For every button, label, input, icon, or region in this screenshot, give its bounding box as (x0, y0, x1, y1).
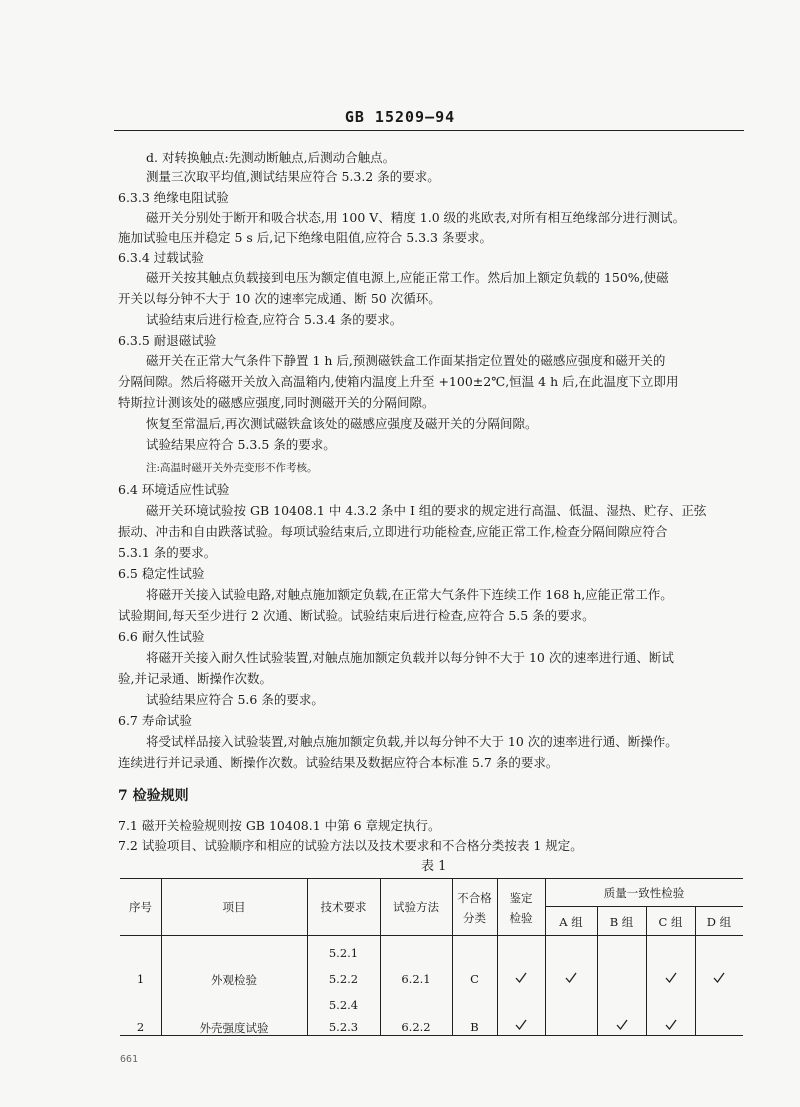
row1-tech-req: 5.2.4 (328, 998, 359, 1012)
table-caption: 表 1 (421, 859, 447, 874)
text-line: 连续进行并记录通、断操作次数。试验结果及数据应符合本标准 5.7 条的要求。 (118, 755, 559, 770)
text-line: 恢复至常温后,再次测试磁铁盒该处的磁感应强度及磁开关的分隔间隙。 (146, 416, 538, 431)
row2-nonconf: B (470, 1020, 479, 1034)
row2-item: 外壳强度试验 (199, 1021, 269, 1035)
text-line: 试验结果应符合 5.6 条的要求。 (146, 692, 324, 707)
section-heading: 6.3.3 绝缘电阻试验 (118, 190, 229, 205)
table-rule (120, 935, 743, 936)
text-line: 开关以每分钟不大于 10 次的速率完成通、断 50 次循环。 (118, 291, 441, 306)
section-heading: 6.3.4 过载试验 (118, 250, 204, 265)
text-line: 5.3.1 条的要求。 (118, 545, 217, 560)
text-line: 特斯拉计测该处的磁感应强度,同时测磁开关的分隔间隙。 (118, 395, 435, 410)
text-line: 将磁开关接入耐久性试验装置,对触点施加额定负载并以每分钟不大于 10 次的速率进行通、断试 (146, 650, 674, 665)
row1-group-d-check-icon (713, 972, 725, 984)
row1-group-a-check-icon (565, 972, 577, 984)
header-seq: 序号 (129, 900, 152, 914)
table-rule (120, 878, 743, 879)
header-appraisal: 检验 (509, 911, 533, 925)
header-nonconf: 分类 (463, 911, 486, 925)
header-appraisal: 鉴定 (509, 891, 533, 905)
row1-appraisal-check-icon (515, 972, 527, 984)
chapter-heading: 7 检验规则 (118, 788, 189, 804)
table-rule (545, 906, 743, 907)
row1-tech-req: 5.2.1 (328, 946, 359, 960)
row2-tech-req: 5.2.3 (328, 1020, 359, 1034)
text-line: 试验结束后进行检查,应符合 5.3.4 条的要求。 (146, 312, 403, 327)
header-quality-group: 质量一致性检验 (603, 886, 685, 900)
row1-nonconf: C (470, 972, 479, 986)
header-group-a: A 组 (559, 915, 583, 929)
section-heading: 6.7 寿命试验 (118, 713, 192, 728)
text-line: 磁开关环境试验按 GB 10408.1 中 4.3.2 条中 I 组的要求的规定进行高温、低温、湿热、贮存、正弦 (146, 503, 707, 518)
row2-group-c-check-icon (665, 1019, 677, 1031)
page-number: 661 (120, 1054, 139, 1065)
text-line: 测量三次取平均值,测试结果应符合 5.3.2 条的要求。 (146, 169, 440, 184)
header-tech-req: 技术要求 (320, 900, 367, 914)
row1-test-method: 6.2.1 (401, 972, 431, 986)
row1-group-c-check-icon (665, 972, 677, 984)
header-group-b: B 组 (609, 915, 634, 929)
section-heading: 6.4 环境适应性试验 (118, 482, 230, 497)
text-line: 试验结果应符合 5.3.5 条的要求。 (146, 437, 336, 452)
header-rule (114, 130, 744, 131)
inspection-table (120, 878, 743, 1036)
row2-appraisal-check-icon (515, 1019, 527, 1031)
table-rule (545, 878, 546, 1035)
text-line: 7.1 磁开关检验规则按 GB 10408.1 中第 6 章规定执行。 (118, 818, 441, 833)
row1-tech-req: 5.2.2 (328, 972, 359, 986)
text-line: 7.2 试验项目、试验顺序和相应的试验方法以及技术要求和不合格分类按表 1 规定。 (118, 838, 583, 853)
text-line: 验,并记录通、断操作次数。 (118, 671, 272, 686)
text-line: 磁开关在正常大气条件下静置 1 h 后,预测磁铁盒工作面某指定位置处的磁感应强度和磁开关的 (146, 353, 666, 368)
text-line: 磁开关按其触点负载接到电压为额定值电源上,应能正常工作。然后加上额定负载的 150%,使磁 (146, 270, 669, 285)
row1-seq: 1 (136, 972, 145, 986)
section-heading: 6.3.5 耐退磁试验 (118, 333, 217, 348)
header-item: 项目 (222, 900, 246, 914)
header-group-d: D 组 (706, 915, 732, 929)
standard-header: GB 15209—94 (344, 108, 456, 126)
text-line: 磁开关分别处于断开和吸合状态,用 100 V、精度 1.0 级的兆欧表,对所有相互绝缘部分进行测试。 (146, 210, 686, 225)
section-heading: 6.6 耐久性试验 (118, 629, 205, 644)
text-line: 将受试样品接入试验装置,对触点施加额定负载,并以每分钟不大于 10 次的速率进行通、断操作。 (146, 734, 678, 749)
row2-seq: 2 (136, 1020, 145, 1034)
header-group-c: C 组 (658, 915, 683, 929)
text-line: 试验期间,每天至少进行 2 次通、断试验。试验结束后进行检查,应符合 5.5 条的要求。 (118, 608, 595, 623)
header-test-method: 试验方法 (393, 900, 439, 914)
text-line: 施加试验电压并稳定 5 s 后,记下绝缘电阻值,应符合 5.3.3 条要求。 (118, 230, 492, 245)
text-line: 振动、冲击和自由跌落试验。每项试验结束后,立即进行功能检查,应能正常工作,检查分隔间隙应符合 (118, 524, 668, 539)
row1-item: 外观检验 (211, 973, 257, 987)
section-heading: 6.5 稳定性试验 (118, 566, 205, 581)
text-line: 将磁开关接入试验电路,对触点施加额定负载,在正常大气条件下连续工作 168 h,应能正常工作。 (146, 587, 673, 602)
text-line: 分隔间隙。然后将磁开关放入高温箱内,使箱内温度上升至 +100±2℃,恒温 4 h 后,在此温度下立即用 (118, 374, 679, 389)
header-nonconf: 不合格 (457, 891, 492, 905)
row2-test-method: 6.2.2 (401, 1020, 431, 1034)
text-line: d. 对转换触点:先测动断触点,后测动合触点。 (146, 150, 396, 165)
row2-group-b-check-icon (616, 1019, 628, 1031)
note-text: 注:高温时磁开关外壳变形不作考核。 (146, 462, 318, 474)
